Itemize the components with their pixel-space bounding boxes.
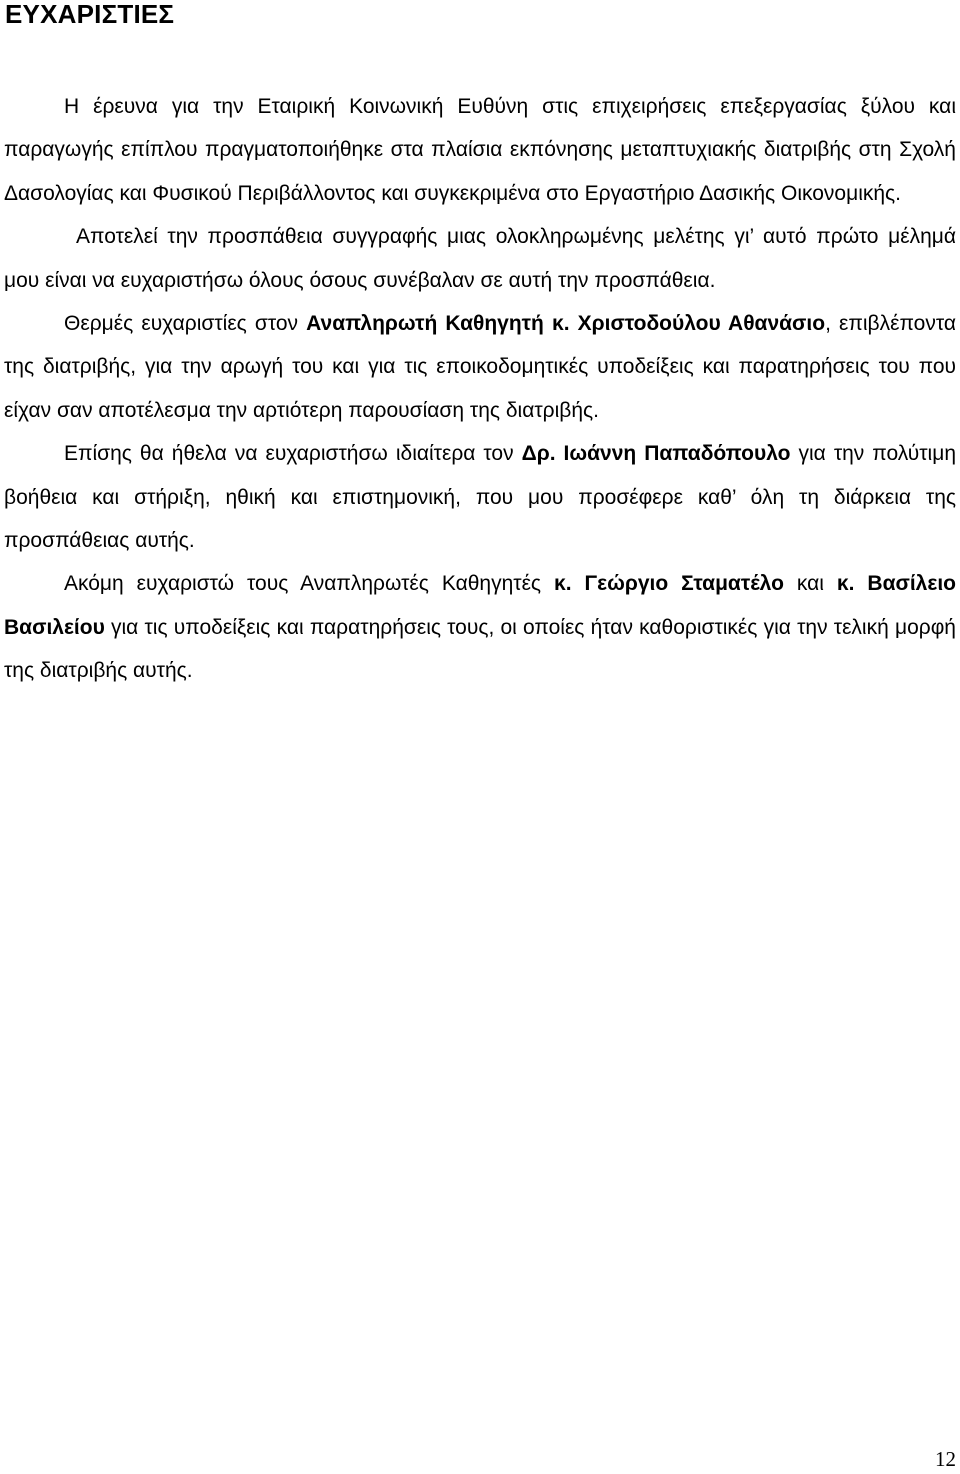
doctor-name: Δρ. Ιωάννη Παπαδόπουλο [521, 442, 791, 466]
professor-name-1: κ. Γεώργιο Σταματέλο [554, 572, 784, 596]
paragraph-text: και [783, 572, 837, 596]
paragraph-text: για τις υποδείξεις και παρατηρήσεις τους, οι οποίες ήταν καθοριστικές για την τελική μορφή της διατριβής αυτής. [4, 615, 956, 683]
paragraph-text: Η έρευνα για την Εταιρική Κοινωνική Ευθύνη στις επιχειρήσεις επεξεργασίας ξύλου και παραγωγής επίπλου πραγματοποιήθηκε στα πλαίσια εκπόνησης μεταπτυχιακής διατριβής στη Σχολή Δασολογίας και Φυσικού Περιβάλλοντος και συγκεκριμένα στο Εργαστήριο Δασικής Οικονομικής. [4, 95, 956, 205]
paragraph-text: Θερμές ευχαριστίες στον [64, 312, 307, 336]
paragraph-text: Αποτελεί την προσπάθεια συγγραφής μιας ολοκληρωμένης μελέτης γι’ αυτό πρώτο μέλημά μου είναι να ευχαριστήσω όλους όσους συνέβαλαν σε αυτή την προσπάθεια. [4, 225, 956, 292]
paragraph-research-context [4, 85, 956, 215]
page-number: 12 [935, 1447, 956, 1471]
paragraph-text: Ακόμη ευχαριστώ τους Αναπληρωτές Καθηγητές [64, 572, 555, 596]
paragraph-thanks-professors [4, 562, 956, 692]
paragraph-thanks-doctor [4, 432, 956, 562]
paragraph-text: Επίσης θα ήθελα να ευχαριστήσω ιδιαίτερα τον [64, 442, 522, 466]
paragraph-thanks-supervisor [4, 302, 956, 432]
paragraph-text: , επιβλέποντα της διατριβής, για την αρωγή του και για τις εποικοδομητικές υποδείξεις και παρατηρήσεις του που είχαν σαν αποτέλεσμα την αρτιότερη παρουσίαση της διατριβής. [4, 312, 957, 422]
acknowledgements-body [4, 85, 956, 693]
professor-name-2: κ. Βασίλειο Βασιλείου [4, 572, 956, 639]
supervisor-name: Αναπληρωτή Καθηγητή κ. Χριστοδούλου Αθανάσιο [306, 312, 826, 336]
paragraph-text: για την πολύτιμη βοήθεια και στήριξη, ηθική και επιστημονική, που μου προσέφερε καθ’ όλη τη διάρκεια της προσπάθειας αυτής. [4, 442, 956, 553]
paragraph-thanks-intro [4, 215, 956, 302]
page-title: ΕΥΧΑΡΙΣΤΙΕΣ [5, 0, 175, 29]
